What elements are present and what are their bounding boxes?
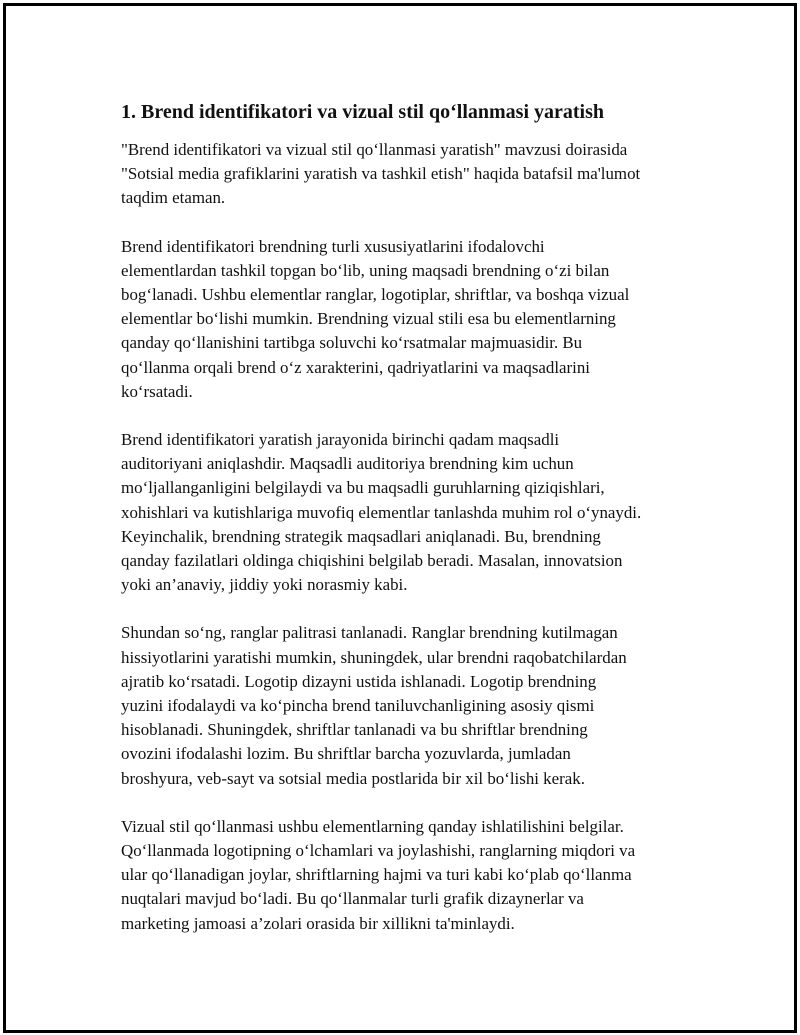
- paragraph-style-guide: Vizual stil qo‘llanmasi ushbu elementlarning qanday ishlatilishini belgilar. Qo‘llanmada logotipning o‘lchamlari va joylashishi, ranglarning miqdori va ular qo‘llanadigan joylar, shriftlarning hajmi va turi kabi ko‘plab qo‘llanma nuqtalari mavjud bo‘ladi. Bu qo‘llanmalar turli grafik dizaynerlar va marketing jamoasi a’zolari orasida bir xillikni ta'minlaydi.: [121, 816, 636, 933]
- document-page: [3, 3, 797, 1033]
- page-title: 1. Brend identifikatori va vizual stil qo‘llanmasi yaratish: [121, 101, 604, 123]
- document-content: [121, 99, 701, 960]
- paragraph-colors-logo-fonts: Shundan so‘ng, ranglar palitrasi tanlanadi. Ranglar brendning kutilmagan hissiyotlarini yaratishi mumkin, shuningdek, ular brendni raqobatchilardan ajratib ko‘rsatadi. Logotip dizayni ustida ishlanadi. Logotip brendning yuzini ifodalaydi va ko‘pincha brend taniluvchanligining asosiy qismi hisoblanadi. Shuningdek, shriftlar tanlanadi va bu shriftlar brendning ovozini ifodalashi lozim. Bu shriftlar barcha yozuvlarda, jumladan broshyura, veb-sayt va sotsial media postlarida bir xil bo‘lishi kerak.: [121, 623, 627, 788]
- paragraph-brand-identity: Brend identifikatori brendning turli xususiyatlarini ifodalovchi elementlardan tashkil topgan bo‘lib, uning maqsadi brendning o‘zi bilan bog‘lanadi. Ushbu elementlar ranglar, logotiplar, shriftlar, va boshqa vizual elementlar bo‘lishi mumkin. Brendning vizual stili esa bu elementlarning qanday qo‘llanishini tartibga soluvchi ko‘rsatmalar majmuasidir. Bu qo‘llanma orqali brend o‘z xarakterini, qadriyatlarini va maqsadlarini ko‘rsatadi.: [121, 236, 630, 401]
- paragraph-intro: "Brend identifikatori va vizual stil qo‘llanmasi yaratish" mavzusi doirasida "Sotsial media grafiklarini yaratish va tashkil etish" haqida batafsil ma'lumot taqdim etaman.: [121, 140, 641, 208]
- paragraph-target-audience: Brend identifikatori yaratish jarayonida birinchi qadam maqsadli auditoriyani aniqlashdir. Maqsadli auditoriya brendning kim uchun mo‘ljallanganligini belgilaydi va bu maqsadli guruhlarning qiziqishlari, xohishlari va kutishlariga muvofiq elementlar tanlashda muhim rol o‘ynaydi. Keyinchalik, brendning strategik maqsadlari aniqlanadi. Bu, brendning qanday fazilatlari oldinga chiqishini belgilab beradi. Masalan, innovatsion yoki an’anaviy, jiddiy yoki norasmiy kabi.: [121, 430, 642, 595]
